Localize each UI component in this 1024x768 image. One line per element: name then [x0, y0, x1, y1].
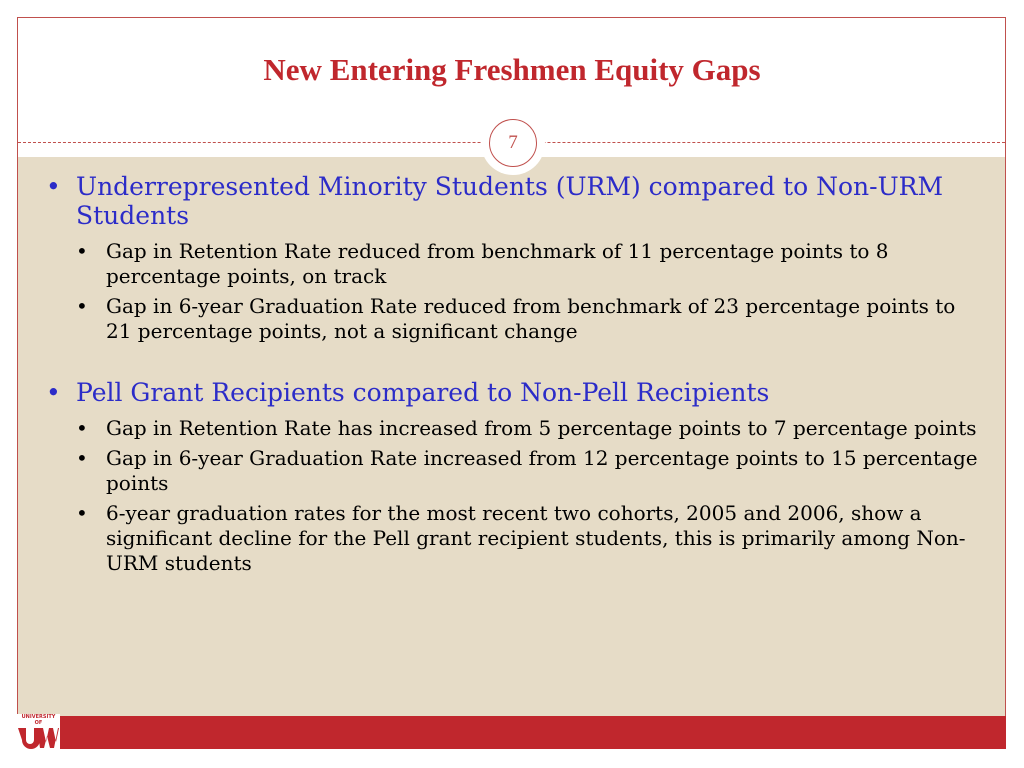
- bullet-dot-icon: •: [76, 446, 88, 470]
- bullet-dot-icon: •: [46, 378, 61, 407]
- uw-system-logo: [17, 714, 60, 750]
- sub-bullet: [76, 239, 986, 289]
- bullet-heading-text: Underrepresented Minority Students (URM) compared to Non-URM Students: [76, 172, 944, 230]
- sub-bullet-text: Gap in Retention Rate reduced from benchmark of 11 percentage points to 8 percentage points, on track: [106, 239, 889, 288]
- uw-logo-icon: [17, 726, 60, 750]
- sub-bullet-text: 6-year graduation rates for the most recent two cohorts, 2005 and 2006, show a significant decline for the Pell grant recipient students, this is primarily among Non-URM students: [106, 501, 966, 575]
- sub-bullet: [76, 294, 986, 344]
- bullet-dot-icon: •: [76, 501, 88, 525]
- page-number: 7: [489, 119, 537, 167]
- logo-caption-line1: UNIVERSITY OF: [21, 714, 56, 726]
- bullet-dot-icon: •: [76, 416, 88, 440]
- slide-title: New Entering Freshmen Equity Gaps: [263, 52, 761, 87]
- sub-bullet-text: Gap in 6-year Graduation Rate reduced from benchmark of 23 percentage points to 21 percentage points, not a significant change: [106, 294, 956, 343]
- bullet-dot-icon: •: [46, 172, 61, 201]
- sub-bullet-text: Gap in 6-year Graduation Rate increased from 12 percentage points to 15 percentage points: [106, 446, 978, 495]
- bullet-heading-urm: [46, 172, 986, 230]
- sub-bullet: [76, 446, 986, 496]
- bullet-dot-icon: •: [76, 239, 88, 263]
- bullet-dot-icon: •: [76, 294, 88, 318]
- bullet-heading-pell: [46, 378, 986, 407]
- slide-content: [46, 172, 986, 576]
- bullet-heading-text: Pell Grant Recipients compared to Non-Pell Recipients: [76, 378, 770, 407]
- footer-bar: [60, 716, 1006, 749]
- sub-bullet: [76, 416, 986, 441]
- sub-bullet-text: Gap in Retention Rate has increased from 5 percentage points to 7 percentage points: [106, 416, 977, 440]
- sub-bullet: [76, 501, 986, 576]
